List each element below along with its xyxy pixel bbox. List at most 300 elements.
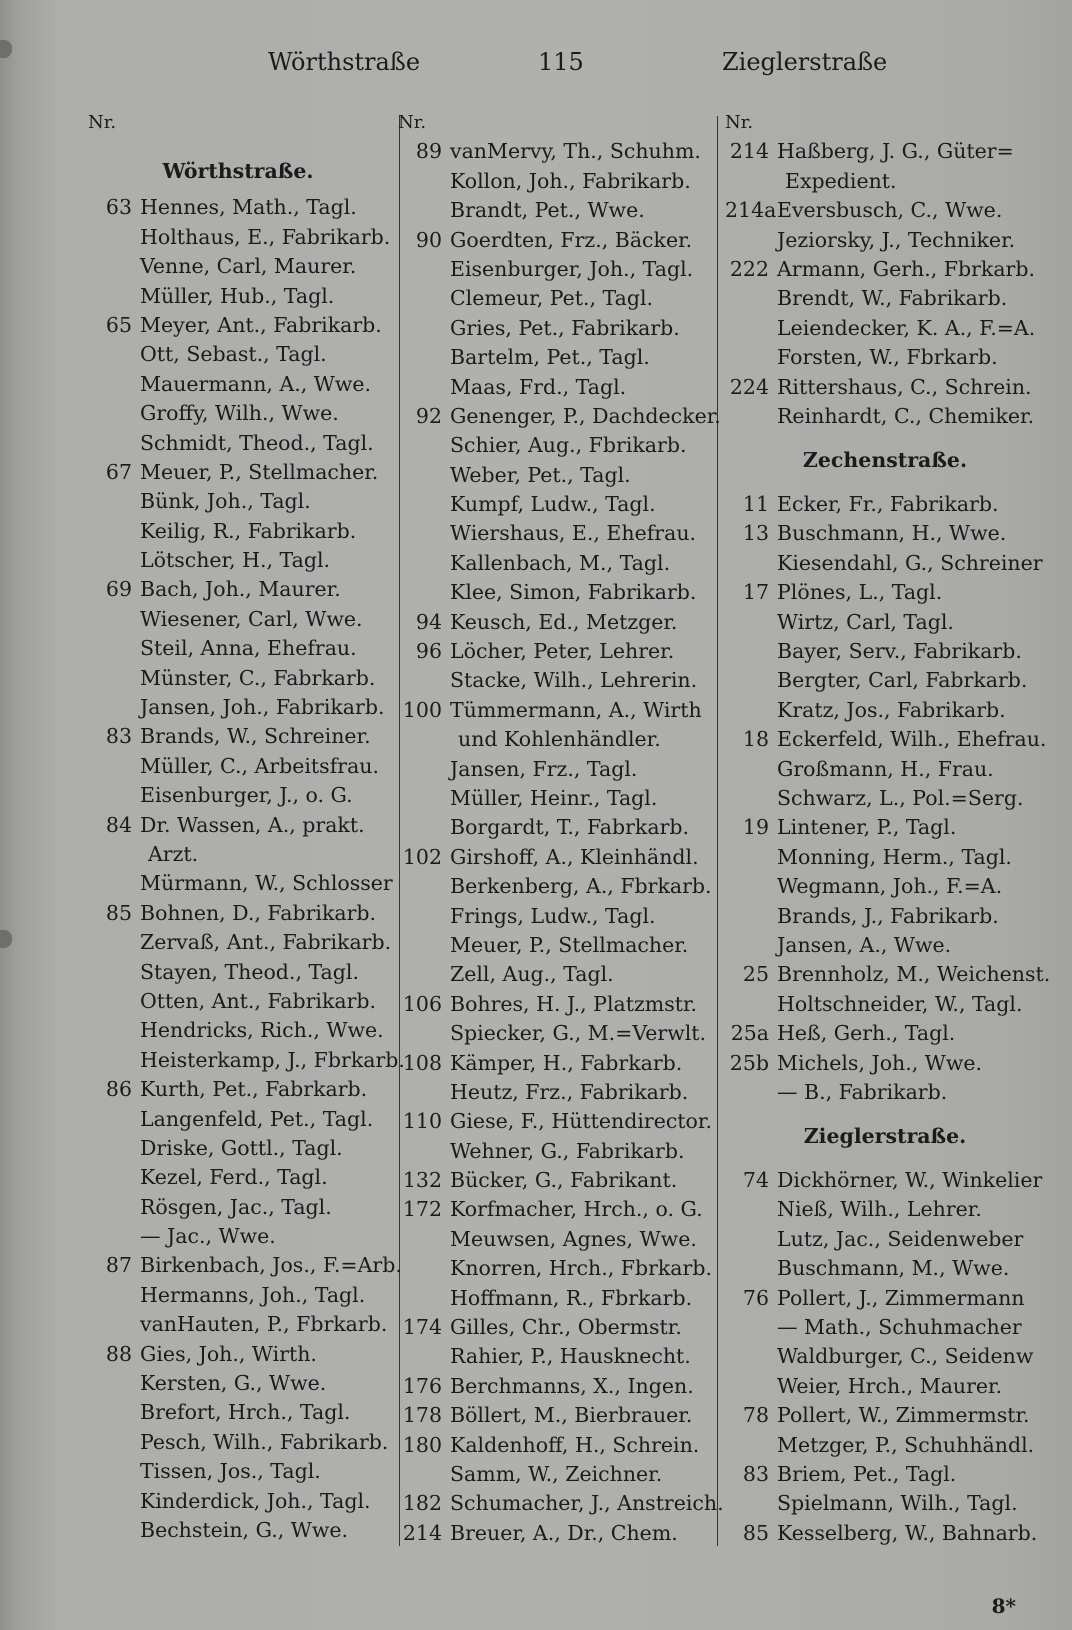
house-number bbox=[88, 282, 140, 311]
resident-entry: Brennholz, M., Weichenst. bbox=[777, 962, 1051, 987]
house-number bbox=[88, 664, 140, 693]
resident-entry: Schwarz, L., Pol.=Serg. bbox=[777, 786, 1024, 810]
resident-entry: Dickhörner, W., Winkelier bbox=[777, 1168, 1043, 1193]
house-number bbox=[88, 1016, 140, 1045]
resident-entry: Berchmanns, X., Ingen. bbox=[450, 1373, 694, 1398]
directory-entry bbox=[88, 958, 388, 987]
house-number bbox=[398, 1460, 450, 1489]
resident-entry: Plönes, L., Tagl. bbox=[777, 580, 943, 605]
resident-entry: Wehner, G., Fabrikarb. bbox=[450, 1138, 685, 1163]
house-number bbox=[88, 693, 140, 722]
directory-entry bbox=[88, 429, 388, 458]
resident-entry: Brendt, W., Fabrikarb. bbox=[777, 286, 1008, 311]
house-number: 182 bbox=[402, 1491, 442, 1516]
directory-entry bbox=[88, 634, 388, 663]
directory-entry bbox=[725, 696, 1045, 725]
directory-entry bbox=[88, 899, 388, 928]
house-number: 94 bbox=[415, 609, 442, 634]
directory-entry bbox=[725, 578, 1045, 607]
resident-entry: Haßberg, J. G., Güter= bbox=[777, 139, 1014, 164]
directory-entry bbox=[88, 575, 388, 604]
directory-entry bbox=[88, 1340, 388, 1369]
house-number bbox=[88, 1516, 140, 1545]
resident-entry: Forsten, W., Fbrkarb. bbox=[777, 345, 998, 370]
directory-column-1 bbox=[88, 108, 405, 1545]
nr-label: Nr. bbox=[88, 112, 117, 133]
house-number: 178 bbox=[402, 1403, 442, 1428]
house-number bbox=[88, 1487, 140, 1516]
resident-entry: Meyer, Ant., Fabrikarb. bbox=[140, 312, 382, 337]
house-number bbox=[725, 608, 777, 637]
resident-entry: Pesch, Wilh., Fabrikarb. bbox=[140, 1429, 389, 1454]
directory-entry bbox=[725, 784, 1045, 813]
resident-entry: Bünk, Joh., Tagl. bbox=[140, 489, 311, 514]
house-number bbox=[398, 755, 450, 784]
house-number bbox=[398, 1342, 450, 1371]
directory-entry bbox=[725, 373, 1045, 402]
directory-entry bbox=[88, 223, 391, 252]
directory-entry bbox=[398, 666, 716, 695]
directory-entry bbox=[725, 1313, 1045, 1342]
directory-entry bbox=[725, 843, 1045, 872]
house-number: 108 bbox=[402, 1050, 442, 1075]
house-number bbox=[88, 928, 140, 957]
directory-entry bbox=[88, 869, 393, 898]
directory-entry bbox=[725, 1225, 1045, 1254]
directory-entry bbox=[725, 1019, 1045, 1048]
house-number bbox=[88, 487, 140, 516]
directory-entry bbox=[88, 546, 388, 575]
resident-entry: Meuer, P., Stellmacher. bbox=[450, 932, 689, 957]
house-number: 13 bbox=[742, 521, 769, 546]
directory-entry bbox=[88, 664, 388, 693]
directory-entry bbox=[725, 167, 1045, 196]
house-number bbox=[725, 402, 777, 431]
directory-entry bbox=[398, 1166, 716, 1195]
resident-entry: Mauermann, A., Wwe. bbox=[140, 371, 372, 396]
house-number: 25b bbox=[729, 1050, 769, 1075]
resident-entry: Brands, W., Schreiner. bbox=[140, 724, 371, 749]
directory-entry bbox=[398, 784, 716, 813]
house-number bbox=[725, 226, 777, 255]
directory-entry bbox=[88, 781, 388, 810]
resident-entry: Holthaus, E., Fabrikarb. bbox=[140, 224, 391, 249]
directory-entry bbox=[398, 902, 716, 931]
house-number bbox=[398, 931, 450, 960]
resident-entry: Mürmann, W., Schlosser bbox=[140, 871, 393, 896]
house-number bbox=[398, 167, 450, 196]
resident-entry: Brandt, Pet., Wwe. bbox=[450, 198, 645, 223]
resident-entry: Kämper, H., Fabrkarb. bbox=[450, 1050, 683, 1075]
directory-entry bbox=[88, 693, 388, 722]
house-number: 18 bbox=[742, 727, 769, 752]
house-number bbox=[725, 755, 777, 784]
resident-entry: Goerdten, Frz., Bäcker. bbox=[450, 227, 693, 252]
resident-entry: Armann, Gerh., Fbrkarb. bbox=[777, 256, 1035, 281]
directory-entry bbox=[88, 1428, 388, 1457]
resident-entry: Gries, Pet., Fabrikarb. bbox=[450, 315, 680, 340]
house-number: 214a bbox=[725, 198, 777, 223]
house-number bbox=[725, 1195, 777, 1224]
house-number bbox=[398, 196, 450, 225]
resident-entry: Hennes, Math., Tagl. bbox=[140, 195, 357, 220]
directory-entry bbox=[88, 811, 388, 840]
house-number bbox=[398, 1284, 450, 1313]
resident-entry: Meuer, P., Stellmacher. bbox=[140, 459, 379, 484]
directory-entry bbox=[88, 311, 388, 340]
directory-entry bbox=[88, 1075, 388, 1104]
house-number bbox=[725, 1342, 777, 1371]
resident-entry: Samm, W., Zeichner. bbox=[450, 1461, 663, 1486]
house-number: 110 bbox=[402, 1109, 442, 1134]
nr-label: Nr. bbox=[398, 112, 427, 133]
house-number bbox=[398, 284, 450, 313]
resident-entry: Buschmann, H., Wwe. bbox=[777, 521, 1007, 546]
house-number bbox=[725, 637, 777, 666]
directory-entry bbox=[398, 461, 716, 490]
directory-entry bbox=[398, 1519, 716, 1548]
house-number bbox=[88, 517, 140, 546]
resident-entry: Groffy, Wilh., Wwe. bbox=[140, 401, 339, 426]
directory-entry bbox=[398, 990, 716, 1019]
resident-entry: Böllert, M., Bierbrauer. bbox=[450, 1403, 693, 1428]
resident-entry: Bach, Joh., Maurer. bbox=[140, 577, 341, 602]
directory-entry bbox=[88, 458, 388, 487]
running-head-right: Zieglerstraße bbox=[722, 48, 888, 76]
resident-entry: Heisterkamp, J., Fbrkarb. bbox=[140, 1047, 405, 1072]
resident-entry: vanHauten, P., Fbrkarb. bbox=[140, 1312, 388, 1337]
directory-entry bbox=[725, 990, 1045, 1019]
directory-entry bbox=[725, 1431, 1045, 1460]
resident-entry: Hendricks, Rich., Wwe. bbox=[140, 1018, 384, 1043]
house-number: 100 bbox=[402, 697, 442, 722]
directory-entry bbox=[88, 1310, 388, 1339]
house-number bbox=[398, 1225, 450, 1254]
resident-entry: Bayer, Serv., Fabrikarb. bbox=[777, 639, 1022, 664]
resident-entry: Lintener, P., Tagl. bbox=[777, 815, 957, 840]
house-number bbox=[398, 666, 450, 695]
resident-entry: Gies, Joh., Wirth. bbox=[140, 1341, 317, 1366]
directory-entry bbox=[398, 343, 716, 372]
house-number bbox=[398, 343, 450, 372]
directory-entry bbox=[88, 987, 388, 1016]
directory-entry bbox=[725, 960, 1051, 989]
resident-entry: Lutz, Jac., Seidenweber bbox=[777, 1226, 1024, 1251]
resident-entry: Waldburger, C., Seidenw bbox=[777, 1344, 1034, 1369]
resident-entry: Wiershaus, E., Ehefrau. bbox=[450, 521, 697, 546]
resident-entry: Hermanns, Joh., Tagl. bbox=[140, 1282, 366, 1307]
house-number: 85 bbox=[742, 1520, 769, 1545]
house-number bbox=[725, 314, 777, 343]
resident-entry: Dr. Wassen, A., prakt. bbox=[140, 812, 365, 837]
house-number bbox=[398, 461, 450, 490]
directory-entry bbox=[398, 1401, 716, 1430]
house-number bbox=[88, 1222, 140, 1251]
resident-entry: Kurth, Pet., Fabrkarb. bbox=[140, 1077, 368, 1102]
house-number bbox=[398, 960, 450, 989]
resident-entry: Eisenburger, Joh., Tagl. bbox=[450, 256, 694, 281]
house-number bbox=[725, 1254, 777, 1283]
house-number bbox=[88, 1046, 140, 1075]
resident-entry: Korfmacher, Hrch., o. G. bbox=[450, 1197, 703, 1222]
house-number: 180 bbox=[402, 1432, 442, 1457]
house-number bbox=[88, 1193, 140, 1222]
resident-entry: Briem, Pet., Tagl. bbox=[777, 1462, 957, 1486]
directory-entry bbox=[88, 252, 388, 281]
house-number: 214 bbox=[402, 1520, 442, 1545]
directory-entry bbox=[398, 696, 716, 725]
directory-column-3 bbox=[725, 108, 1051, 1548]
house-number bbox=[725, 1313, 777, 1342]
resident-entry: Rahier, P., Hausknecht. bbox=[450, 1344, 691, 1369]
directory-entry bbox=[398, 167, 716, 196]
house-number bbox=[725, 167, 777, 196]
house-number: 19 bbox=[742, 815, 769, 840]
house-number bbox=[88, 958, 140, 987]
house-number: 85 bbox=[105, 900, 132, 925]
directory-entry bbox=[725, 608, 1045, 637]
resident-entry: Eckerfeld, Wilh., Ehefrau. bbox=[777, 727, 1047, 752]
resident-entry: Leiendecker, K. A., F.=A. bbox=[777, 315, 1036, 340]
house-number bbox=[398, 549, 450, 578]
resident-entry: Kersten, G., Wwe. bbox=[140, 1371, 327, 1396]
directory-entry bbox=[398, 1460, 716, 1489]
directory-entry bbox=[88, 1105, 388, 1134]
resident-entry: Kesselberg, W., Bahnarb. bbox=[777, 1520, 1038, 1545]
street-heading: Zieglerstraße. bbox=[803, 1124, 967, 1149]
house-number bbox=[398, 255, 450, 284]
resident-entry: Maas, Frd., Tagl. bbox=[450, 374, 627, 399]
directory-entry bbox=[398, 960, 716, 989]
house-number: 76 bbox=[742, 1285, 769, 1310]
resident-entry: Girshoff, A., Kleinhändl. bbox=[450, 844, 699, 869]
house-number bbox=[88, 869, 140, 898]
directory-entry bbox=[725, 343, 1045, 372]
directory-entry bbox=[725, 255, 1045, 284]
directory-entry bbox=[88, 370, 388, 399]
resident-entry: Müller, C., Arbeitsfrau. bbox=[140, 753, 380, 778]
resident-entry: Wiesener, Carl, Wwe. bbox=[140, 606, 363, 631]
house-number bbox=[88, 252, 140, 281]
house-number: 17 bbox=[742, 580, 769, 605]
directory-entry bbox=[88, 1516, 388, 1545]
resident-entry: Lötscher, H., Tagl. bbox=[140, 548, 331, 573]
directory-entry bbox=[398, 1372, 716, 1401]
house-number bbox=[88, 1369, 140, 1398]
resident-entry: Keusch, Ed., Metzger. bbox=[450, 609, 678, 634]
resident-entry: Kallenbach, M., Tagl. bbox=[450, 550, 671, 575]
house-number: 87 bbox=[105, 1253, 132, 1278]
house-number: 86 bbox=[105, 1077, 132, 1102]
resident-entry: Zell, Aug., Tagl. bbox=[450, 962, 614, 987]
resident-entry: Berkenberg, A., Fbrkarb. bbox=[450, 874, 712, 899]
directory-entry bbox=[398, 284, 716, 313]
directory-entry bbox=[725, 637, 1045, 666]
directory-entry bbox=[725, 490, 1045, 519]
page-header bbox=[0, 48, 1072, 88]
directory-entry bbox=[88, 399, 388, 428]
directory-entry bbox=[398, 431, 716, 460]
directory-entry bbox=[398, 402, 721, 431]
resident-entry: Müller, Heinr., Tagl. bbox=[450, 785, 658, 810]
directory-entry bbox=[725, 549, 1045, 578]
house-number bbox=[398, 1019, 450, 1048]
resident-entry: Schier, Aug., Fbrikarb. bbox=[450, 433, 687, 458]
house-number: 96 bbox=[415, 639, 442, 664]
house-number bbox=[88, 605, 140, 634]
resident-entry: Schumacher, J., Anstreich. bbox=[450, 1491, 724, 1516]
resident-entry: Weier, Hrch., Maurer. bbox=[777, 1373, 1003, 1398]
directory-entry bbox=[88, 840, 388, 869]
house-number: 222 bbox=[729, 256, 769, 281]
directory-entry bbox=[725, 1342, 1045, 1371]
house-number: 176 bbox=[402, 1373, 442, 1398]
resident-entry: Giese, F., Hüttendirector. bbox=[450, 1109, 712, 1134]
house-number bbox=[88, 1428, 140, 1457]
house-number bbox=[398, 872, 450, 901]
directory-entry bbox=[398, 1019, 716, 1048]
directory-entry bbox=[725, 1049, 1045, 1078]
house-number: 67 bbox=[105, 459, 132, 484]
directory-entry bbox=[88, 928, 392, 957]
resident-entry: Jeziorsky, J., Techniker. bbox=[777, 227, 1016, 252]
resident-entry: Genenger, P., Dachdecker. bbox=[450, 403, 721, 428]
resident-entry: Bechstein, G., Wwe. bbox=[140, 1517, 349, 1542]
resident-entry: Ecker, Fr., Fabrikarb. bbox=[777, 492, 999, 517]
house-number bbox=[398, 813, 450, 842]
resident-entry: Venne, Carl, Maurer. bbox=[140, 254, 357, 279]
house-number bbox=[88, 429, 140, 458]
directory-entry bbox=[398, 490, 716, 519]
directory-column-2 bbox=[398, 108, 724, 1548]
directory-entry bbox=[725, 1195, 1045, 1224]
house-number bbox=[725, 931, 777, 960]
directory-entry bbox=[398, 1078, 716, 1107]
directory-entry bbox=[88, 722, 388, 751]
house-number bbox=[398, 784, 450, 813]
resident-entry: Rittershaus, C., Schrein. bbox=[777, 374, 1032, 399]
resident-entry: Kinderdick, Joh., Tagl. bbox=[140, 1488, 371, 1513]
resident-entry: — B., Fabrikarb. bbox=[777, 1079, 948, 1104]
house-number bbox=[88, 1281, 140, 1310]
resident-entry: Müller, Hub., Tagl. bbox=[140, 283, 335, 308]
directory-entry bbox=[398, 196, 716, 225]
house-number bbox=[725, 1431, 777, 1460]
house-number: 90 bbox=[415, 227, 442, 252]
resident-entry: Michels, Joh., Wwe. bbox=[777, 1050, 983, 1075]
directory-entry bbox=[725, 1401, 1045, 1430]
directory-entry bbox=[398, 1107, 716, 1136]
directory-entry bbox=[398, 1284, 716, 1313]
directory-entry bbox=[725, 666, 1045, 695]
resident-entry: Otten, Ant., Fabrikarb. bbox=[140, 988, 377, 1013]
resident-entry: Hoffmann, R., Fbrkarb. bbox=[450, 1285, 693, 1310]
directory-entry bbox=[398, 843, 716, 872]
resident-entry: Kezel, Ferd., Tagl. bbox=[140, 1165, 328, 1190]
house-number: 83 bbox=[105, 724, 132, 749]
directory-entry bbox=[398, 1342, 716, 1371]
resident-entry: Nieß, Wilh., Lehrer. bbox=[777, 1197, 982, 1222]
resident-entry: Frings, Ludw., Tagl. bbox=[450, 903, 656, 928]
house-number bbox=[725, 549, 777, 578]
house-number: 224 bbox=[729, 374, 769, 399]
house-number bbox=[725, 1078, 777, 1107]
house-number: 172 bbox=[402, 1197, 442, 1222]
directory-entry bbox=[398, 137, 716, 166]
directory-entry bbox=[725, 284, 1045, 313]
resident-entry: Tissen, Jos., Tagl. bbox=[140, 1459, 321, 1484]
house-number: 102 bbox=[402, 844, 442, 869]
resident-entry: Heß, Gerh., Tagl. bbox=[777, 1021, 956, 1046]
house-number: 74 bbox=[742, 1168, 769, 1193]
resident-entry: Meuwsen, Agnes, Wwe. bbox=[450, 1226, 697, 1251]
directory-entry bbox=[88, 605, 388, 634]
directory-entry bbox=[725, 1078, 1045, 1107]
resident-entry: Langenfeld, Pet., Tagl. bbox=[140, 1106, 374, 1131]
house-number bbox=[725, 784, 777, 813]
house-number bbox=[88, 1134, 140, 1163]
directory-entry bbox=[398, 931, 716, 960]
house-number: 78 bbox=[742, 1403, 769, 1428]
directory-entry bbox=[398, 813, 716, 842]
resident-entry: Ott, Sebast., Tagl. bbox=[140, 342, 327, 367]
resident-entry: Wirtz, Carl, Tagl. bbox=[777, 609, 954, 634]
house-number bbox=[398, 431, 450, 460]
house-number bbox=[398, 578, 450, 607]
directory-entry bbox=[88, 1487, 388, 1516]
resident-entry: Monning, Herm., Tagl. bbox=[777, 844, 1012, 869]
resident-entry: Zervaß, Ant., Fabrikarb. bbox=[140, 930, 392, 955]
directory-entry bbox=[398, 255, 716, 284]
house-number bbox=[88, 223, 140, 252]
directory-entry bbox=[725, 755, 1045, 784]
directory-entry bbox=[88, 1281, 388, 1310]
directory-entry bbox=[398, 1313, 716, 1342]
directory-entry bbox=[725, 725, 1045, 754]
resident-entry: Jansen, Frz., Tagl. bbox=[450, 756, 638, 781]
directory-entry bbox=[88, 1163, 388, 1192]
resident-entry: Kratz, Jos., Fabrikarb. bbox=[777, 697, 1006, 722]
directory-entry bbox=[398, 872, 716, 901]
house-number bbox=[88, 752, 140, 781]
directory-entry bbox=[398, 755, 716, 784]
column-divider bbox=[717, 116, 718, 1546]
nr-label: Nr. bbox=[725, 112, 754, 133]
directory-entry bbox=[398, 608, 716, 637]
resident-entry: Stacke, Wilh., Lehrerin. bbox=[450, 668, 698, 693]
directory-entry bbox=[725, 1284, 1045, 1313]
house-number bbox=[88, 634, 140, 663]
directory-entry bbox=[725, 1254, 1045, 1283]
directory-entry bbox=[725, 1489, 1045, 1518]
resident-entry: Stayen, Theod., Tagl. bbox=[140, 959, 359, 984]
resident-entry: Kumpf, Ludw., Tagl. bbox=[450, 492, 656, 517]
house-number bbox=[88, 1398, 140, 1427]
directory-entry bbox=[88, 1457, 388, 1486]
directory-entry bbox=[88, 487, 388, 516]
resident-entry: Großmann, H., Frau. bbox=[777, 756, 994, 781]
resident-entry: Münster, C., Fabrkarb. bbox=[140, 665, 376, 690]
street-heading: Zechenstraße. bbox=[802, 448, 968, 473]
resident-entry: Eisenburger, J., o. G. bbox=[140, 783, 353, 808]
directory-entry bbox=[398, 1489, 724, 1518]
resident-entry: Spiecker, G., M.=Verwlt. bbox=[450, 1021, 707, 1046]
directory-entry bbox=[725, 196, 1045, 225]
resident-entry: Eversbusch, C., Wwe. bbox=[777, 198, 1003, 223]
directory-entry bbox=[398, 725, 716, 754]
house-number: 106 bbox=[402, 991, 442, 1016]
directory-entry bbox=[725, 931, 1045, 960]
